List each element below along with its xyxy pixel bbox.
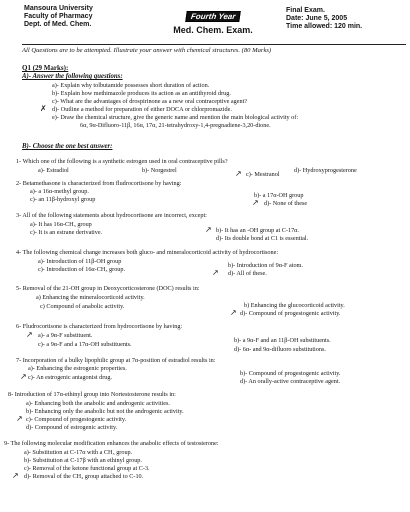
- year-badge: Fourth Year: [185, 11, 241, 22]
- section-a-item: b)- Explain how methimazole produces its action as an antithyroid drug.: [52, 90, 231, 97]
- mcq-option: b) Enhancing the glucocorticoid activity.: [244, 302, 345, 309]
- exam-title: Med. Chem. Exam.: [173, 25, 253, 35]
- mcq-option: d)- None of these: [264, 200, 308, 207]
- exam-date: Date: June 5, 2005: [286, 15, 348, 22]
- mcq-option: b)- Enhancing only the anabolic but not the androgenic activity.: [26, 408, 184, 415]
- question-1-title: Q1 (29 Marks):: [22, 64, 69, 72]
- mcq-option: c)- Mestranol: [246, 171, 280, 178]
- exam-time: Time allowed: 120 min.: [286, 23, 363, 30]
- mcq-question: 7- Incorporation of a bulky lipophilic group at 7α-position of estradiol results in:: [16, 357, 216, 364]
- mcq-question: 6- Fludrocortisone is characterized from hydrocortisone by having:: [16, 323, 183, 330]
- mcq-option: d)- Compound of progestogenic activity.: [240, 310, 341, 317]
- mcq-option: b)- Substitution at C-17β with an ethinyl group.: [24, 457, 142, 464]
- mcq-option: b)- Compound of progestogenic activity.: [240, 370, 341, 377]
- mcq-option: a)- Enhancing the estrogenic properties.: [28, 365, 127, 372]
- mcq-option: c)- Removal of the ketone functional group at C-3.: [24, 465, 150, 472]
- mcq-question: 8- Introduction of 17α-ethinyl group into Nortestosterone results in:: [8, 391, 176, 398]
- mcq-option: d)- 6α- and 9α-difluoro substitutions.: [234, 346, 326, 353]
- faculty-name: Faculty of Pharmacy: [24, 13, 93, 20]
- exam-title-block: [172, 6, 254, 36]
- university-name: Mansoura University: [24, 5, 93, 12]
- mcq-option: c)- Compound of progestogenic activity.: [26, 416, 127, 423]
- handwritten-mark: ↗: [26, 330, 33, 339]
- mcq-option: c) Compound of anabolic activity.: [40, 303, 125, 310]
- mcq-option: a)- Enhancing both the anabolic and androgenic activities.: [26, 400, 170, 407]
- mcq-option: d)- An orally-active contraceptive agent.: [240, 378, 341, 385]
- handwritten-mark: ↗: [212, 268, 219, 277]
- mcq-option: c)- An estrogenic antagonist drug.: [28, 374, 113, 381]
- mcq-option: d)- Removal of the CH₃ group attached to C-10.: [24, 473, 144, 480]
- mcq-option: d)- Hydroxyprogesterone: [294, 167, 357, 174]
- mcq-option: a)- It has 16α-CH₃ group: [30, 221, 92, 228]
- instructions: All Questions are to be attempted. Illustrate your answer with chemical structures. (80 Marks): [22, 47, 272, 54]
- exam-info-block: [286, 7, 404, 31]
- mcq-option: a)- a 9α-F substituent.: [38, 332, 93, 339]
- header-divider: [22, 44, 406, 45]
- mcq-option: c)- It is an estrane derivative.: [30, 229, 103, 236]
- mcq-option: a)- Introduction of 11β-OH group: [38, 258, 122, 265]
- mcq-option: a) Enhancing the mineralocorticoid activity.: [36, 294, 145, 301]
- mcq-option: d)- Compound of estrogenic activity.: [26, 424, 118, 431]
- mcq-option: b)- Introduction of 9α-F atom.: [228, 262, 303, 269]
- mcq-option: b)- It has an -OH group at C-17α.: [216, 227, 299, 234]
- department-name: Dept. of Med. Chem.: [24, 21, 92, 28]
- mcq-question: 2- Betamethasone is characterized from fludrocortisone by having:: [16, 180, 182, 187]
- mcq-option: a)- a 16α-methyl group.: [30, 188, 89, 195]
- handwritten-mark: ↗: [16, 414, 23, 423]
- section-a-item: a)- Explain why tolbutamide possesses short duration of action.: [52, 82, 210, 89]
- handwritten-mark: ↗: [235, 169, 242, 178]
- mcq-option: b)- a 9α-F and an 11β-OH substituents.: [234, 337, 331, 344]
- handwritten-mark: ↗: [252, 198, 259, 207]
- handwritten-mark: ↗: [20, 372, 27, 381]
- mcq-question: 1- Which one of the following is a synthetic estrogen used in oral contraceptive pills?: [16, 158, 228, 165]
- institution-block: [24, 5, 144, 29]
- section-a-item: c)- What are the advantages of drospirinone as a new oral contraceptive agent?: [52, 98, 248, 105]
- section-a-item: e)- Draw the chemical structure, give the generic name and mention the main biological activity of:: [52, 114, 299, 121]
- mcq-option: c)- an 11β-hydroxyl group: [30, 196, 96, 203]
- handwritten-mark: ↗: [205, 225, 212, 234]
- mcq-question: 9- The following molecular modification enhances the anabolic effects of testosterone:: [4, 440, 219, 447]
- mcq-question: 3- All of the following statements about hydrocortisone are incorrect, except:: [16, 212, 207, 219]
- section-a-item: d)- Outline a method for preparation of either DOCA or chlorpromazide.: [52, 106, 232, 113]
- section-b-title: B)- Choose the one best answer:: [22, 143, 113, 150]
- mcq-question: 4- The following chemical change increases both gluco- and mineralocorticoid activity of hydrocortisone:: [16, 249, 279, 256]
- mcq-option: b)- a 17α-OH group: [254, 192, 304, 199]
- mcq-option: a)- Substitution at C-17α with a CH₃ group.: [24, 449, 133, 456]
- mcq-question: 5- Removal of the 21-OH group in Deoxycorticosterone (DOC) results in:: [16, 285, 200, 292]
- mcq-option: c)- Introduction of 16α-CH₃ group.: [38, 266, 126, 273]
- mcq-option: c)- a 9α-F and a 17α-OH substituents.: [38, 341, 132, 348]
- exam-type: Final Exam.: [286, 7, 325, 14]
- section-a-item: 6α, 9α-Difluoro-11β, 16α, 17α, 21-tetrahydroxy-1,4-pregnadiene-3,20-dione.: [80, 122, 271, 129]
- mcq-option: a)- Estradiol: [38, 167, 69, 174]
- section-a-title: A)- Answer the following questions:: [22, 73, 123, 80]
- handwritten-mark: ↗: [12, 471, 19, 480]
- mcq-option: d)- Its double bond at C1 is essential.: [216, 235, 309, 242]
- handwritten-mark: ↗: [230, 308, 237, 317]
- handwritten-mark: ✗: [40, 104, 47, 113]
- mcq-option: d)- All of these.: [228, 270, 267, 277]
- mcq-option: b)- Norgestrel: [142, 167, 177, 174]
